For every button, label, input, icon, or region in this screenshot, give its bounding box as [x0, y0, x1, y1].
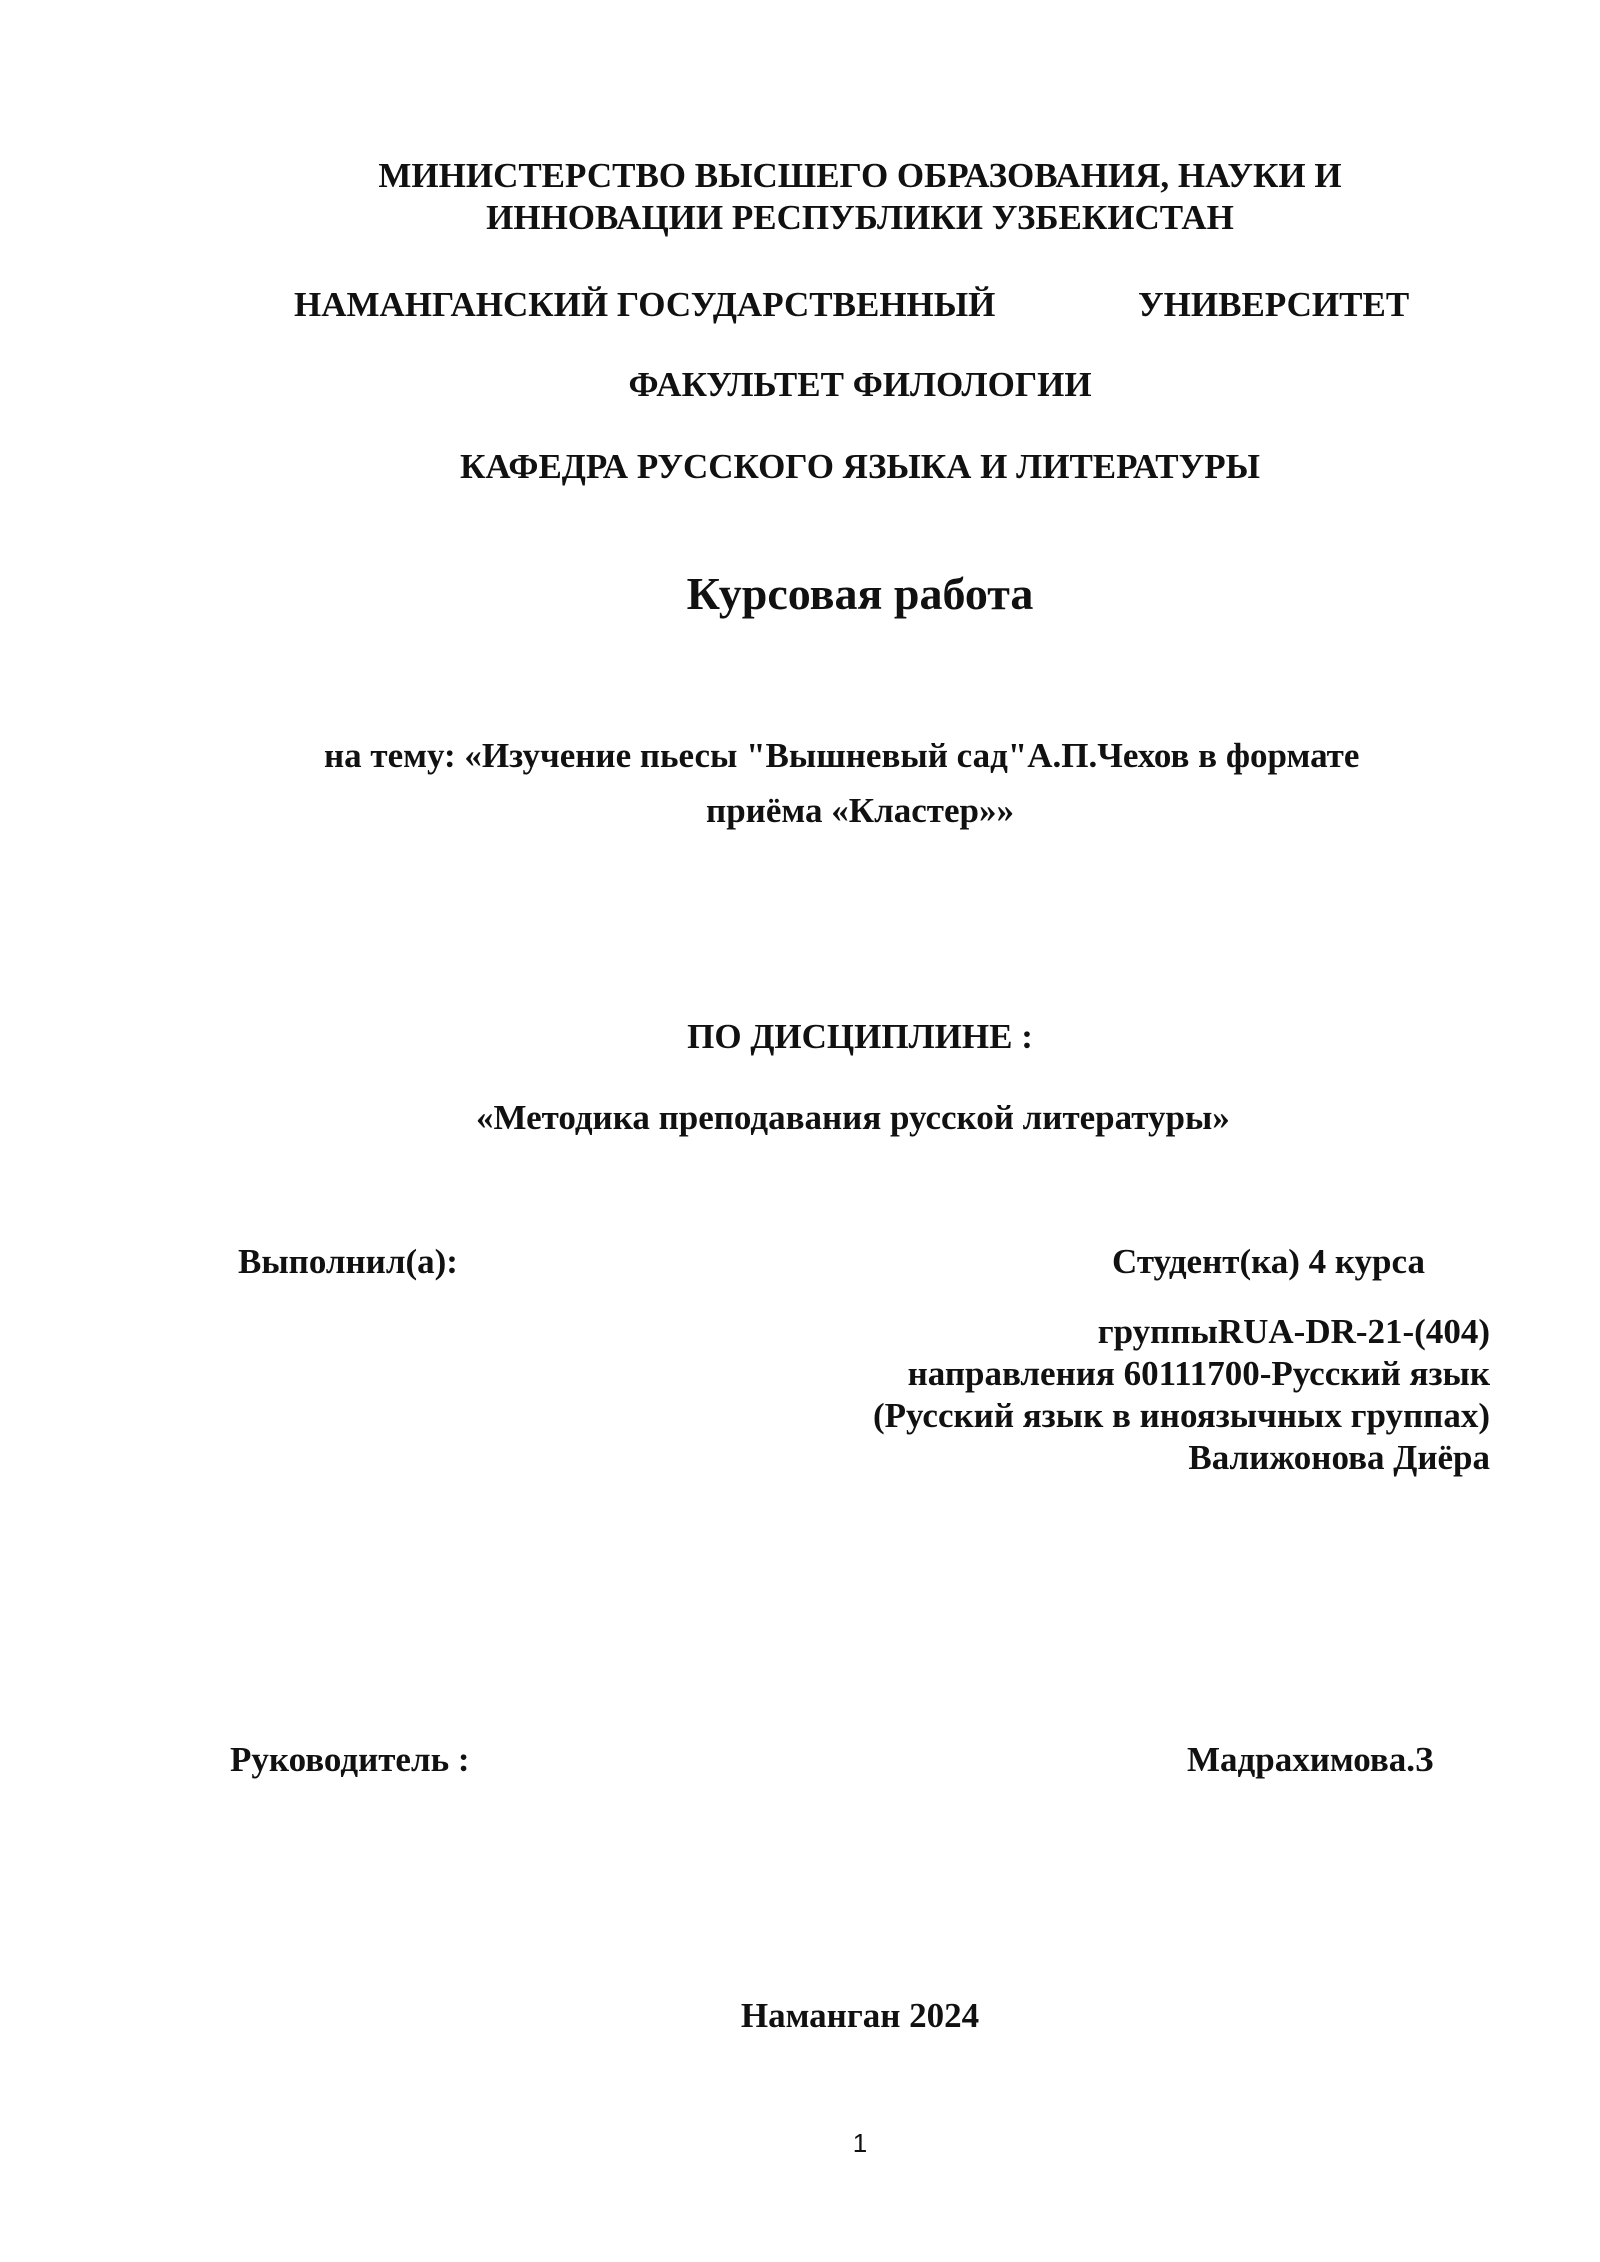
performer-student-course: Студент(ка) 4 курса: [1112, 1242, 1425, 1281]
document-type-title: Курсовая работа: [686, 568, 1034, 619]
faculty-name: ФАКУЛЬТЕТ ФИЛОЛОГИИ: [628, 365, 1092, 404]
performer-name: Валижонова Диёра: [1188, 1438, 1490, 1477]
university-name-part-1: НАМАНГАНСКИЙ ГОСУДАРСТВЕННЫЙ: [294, 285, 996, 324]
ministry-line-1: МИНИСТЕРСТВО ВЫСШЕГО ОБРАЗОВАНИЯ, НАУКИ И: [378, 156, 1342, 195]
university-name-part-2: УНИВЕРСИТЕТ: [1138, 285, 1410, 324]
performer-label: Выполнил(а):: [238, 1242, 458, 1281]
topic-line-1: на тему: «Изучение пьесы "Вышневый сад"А.П.Чехов в формате: [324, 736, 1360, 775]
performer-specialization: (Русский язык в иноязычных группах): [872, 1396, 1490, 1435]
discipline-name: «Методика преподавания русской литературы»: [476, 1098, 1230, 1137]
performer-details: [873, 1311, 1490, 1479]
topic-line-2: приёма «Кластер»»: [706, 791, 1014, 830]
performer-group: группыRUA-DR-21-(404): [1097, 1312, 1490, 1351]
supervisor-name: Мадрахимова.З: [1187, 1740, 1434, 1779]
page-number: 1: [852, 2128, 868, 2158]
supervisor-label: Руководитель :: [230, 1740, 470, 1779]
ministry-line-2: ИННОВАЦИИ РЕСПУБЛИКИ УЗБЕКИСТАН: [486, 198, 1234, 237]
city-year: Наманган 2024: [740, 1996, 980, 2035]
performer-direction: направления 60111700-Русский язык: [907, 1354, 1490, 1393]
department-name: КАФЕДРА РУССКОГО ЯЗЫКА И ЛИТЕРАТУРЫ: [459, 447, 1261, 486]
discipline-label: ПО ДИСЦИПЛИНЕ :: [687, 1017, 1033, 1056]
